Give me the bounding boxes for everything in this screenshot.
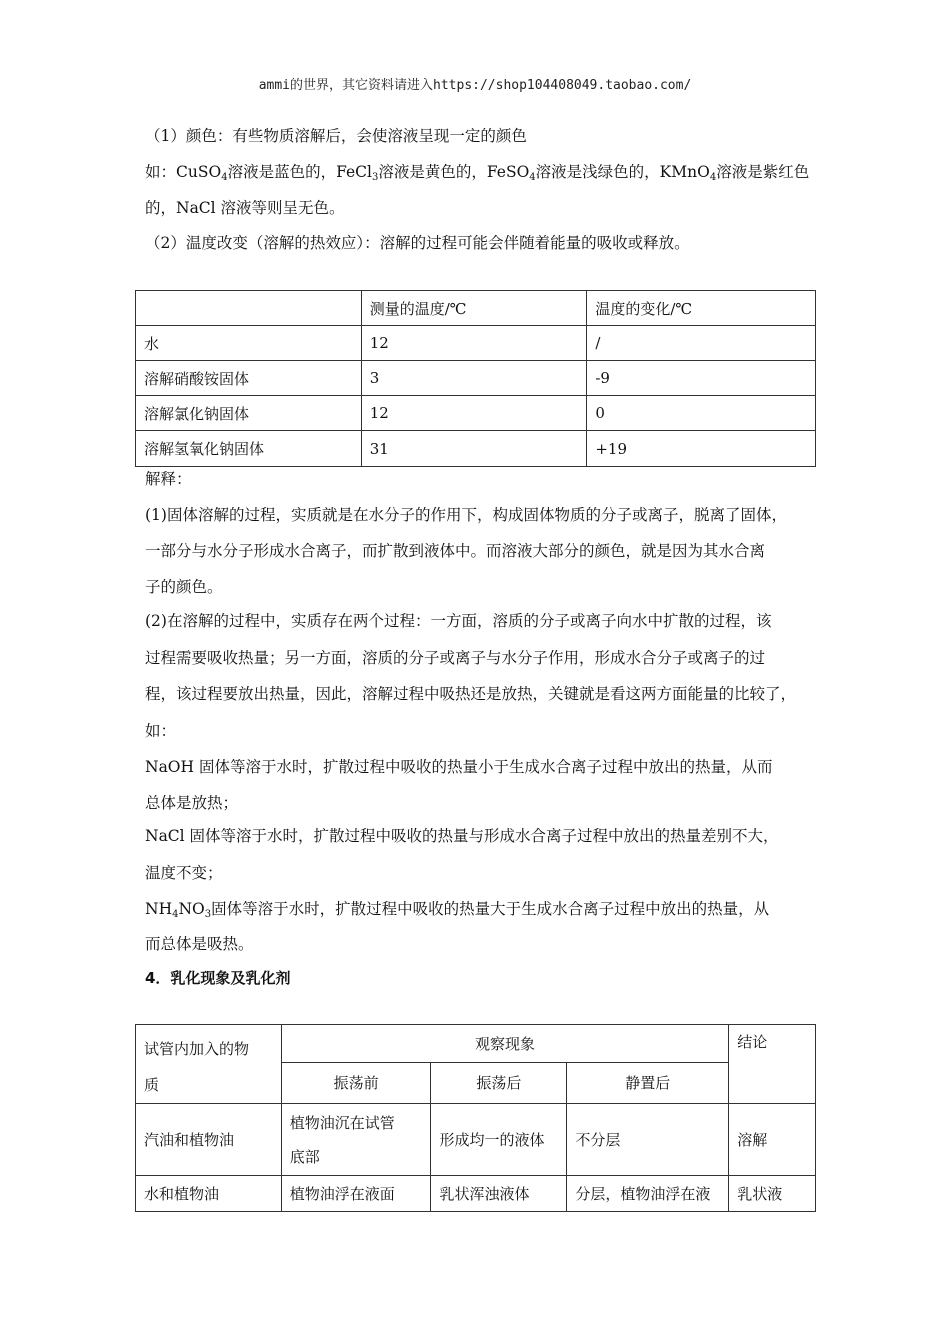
table-cell: [136, 291, 362, 326]
explanation-p1-line2: 一部分与水分子形成水合离子，而扩散到液体中。而溶液大部分的颜色，就是因为其水合离: [145, 542, 766, 560]
table-cell: 溶解氯化钠固体: [136, 396, 362, 431]
explanation-p2-line2: 过程需要吸收热量；另一方面，溶质的分子或离子与水分子作用，形成水合分子或离子的过: [145, 649, 766, 667]
table-cell: 乳状浑浊液体: [431, 1176, 567, 1212]
table-header-row: [136, 291, 816, 326]
naoh-line2: 总体是放热；: [145, 794, 239, 812]
emulsification-table: [135, 1024, 816, 1212]
table-cell: 结论: [729, 1025, 816, 1104]
nacl-line2: 温度不变；: [145, 864, 223, 882]
table-cell: 测量的温度/℃: [361, 291, 587, 326]
table-cell: 试管内加入的物 质: [136, 1025, 282, 1104]
table-cell: 观察现象: [281, 1025, 728, 1063]
table-cell: /: [587, 326, 816, 361]
section4-heading: 4．乳化现象及乳化剂: [145, 969, 291, 987]
table-cell: 分层，植物油浮在液: [567, 1176, 729, 1212]
table-cell: 0: [587, 396, 816, 431]
table-row: [136, 431, 816, 467]
nh4no3-line1: $NH_4NO_3$固体等溶于水时，扩散过程中吸收的热量大于生成水合离子过程中放出的热量，从: [145, 900, 770, 920]
naoh-line1: NaOH 固体等溶于水时，扩散过程中吸收的热量小于生成水合离子过程中放出的热量，从而: [145, 758, 773, 776]
explanation-p2-line3: 程，该过程要放出热量，因此，溶解过程中吸热还是放热，关键就是看这两方面能量的比较了，: [145, 685, 797, 703]
color-example-line2: 的，NaCl 溶液等则呈无色。: [145, 199, 345, 217]
table-cell: 静置后: [567, 1062, 729, 1103]
table-cell: 3: [361, 361, 587, 396]
table-cell: 植物油浮在液面: [281, 1176, 431, 1212]
table-cell: 不分层: [567, 1104, 729, 1176]
table-cell: 汽油和植物油: [136, 1104, 282, 1176]
table-cell: 植物油沉在试管 底部: [281, 1104, 431, 1176]
table-cell: 溶解: [729, 1104, 816, 1176]
table-header-row: [136, 1025, 816, 1063]
table-cell: 振荡前: [281, 1062, 431, 1103]
table-cell: -9: [587, 361, 816, 396]
explanation-p2-line1: (2)在溶解的过程中，实质存在两个过程：一方面，溶质的分子或离子向水中扩散的过程，该: [145, 612, 772, 630]
table-cell: 形成均一的液体: [431, 1104, 567, 1176]
explanation-p2-line4: 如：: [145, 722, 177, 740]
temp-section-title: （2）温度改变（溶解的热效应）：溶解的过程可能会伴随着能量的吸收或释放。: [145, 234, 690, 252]
temperature-table: [135, 290, 816, 467]
color-example-line1: 如：CuSO$_4$溶液是蓝色的，FeCl$_3$溶液是黄色的，FeSO$_4$溶液是浅绿色的，KMnO$_4$溶液是紫红色: [145, 163, 810, 183]
table-cell: 12: [361, 396, 587, 431]
explanation-label: 解释：: [145, 470, 192, 488]
table-cell: 溶解氢氧化钠固体: [136, 431, 362, 467]
table-cell: 乳状液: [729, 1176, 816, 1212]
table-cell: 水和植物油: [136, 1176, 282, 1212]
table-cell: +19: [587, 431, 816, 467]
table-cell: 振荡后: [431, 1062, 567, 1103]
table-row: [136, 1104, 816, 1176]
table-cell: 温度的变化/℃: [587, 291, 816, 326]
table-cell: 水: [136, 326, 362, 361]
page-header: ammi的世界，其它资料请进入https://shop104408049.taobao.com/: [258, 78, 692, 93]
nh4no3-line2: 而总体是吸热。: [145, 935, 254, 953]
table-cell: 溶解硝酸铵固体: [136, 361, 362, 396]
table-row: [136, 396, 816, 431]
table-cell: 31: [361, 431, 587, 467]
table-cell: 12: [361, 326, 587, 361]
table-row: [136, 361, 816, 396]
nacl-line1: NaCl 固体等溶于水时，扩散过程中吸收的热量与形成水合离子过程中放出的热量差别不大，: [145, 827, 779, 845]
table-row: [136, 1176, 816, 1212]
explanation-p1-line1: (1)固体溶解的过程，实质就是在水分子的作用下，构成固体物质的分子或离子，脱离了固体，: [145, 506, 787, 524]
explanation-p1-line3: 子的颜色。: [145, 578, 223, 596]
table-row: [136, 326, 816, 361]
color-section-title: （1）颜色：有些物质溶解后，会使溶液呈现一定的颜色: [145, 127, 527, 145]
